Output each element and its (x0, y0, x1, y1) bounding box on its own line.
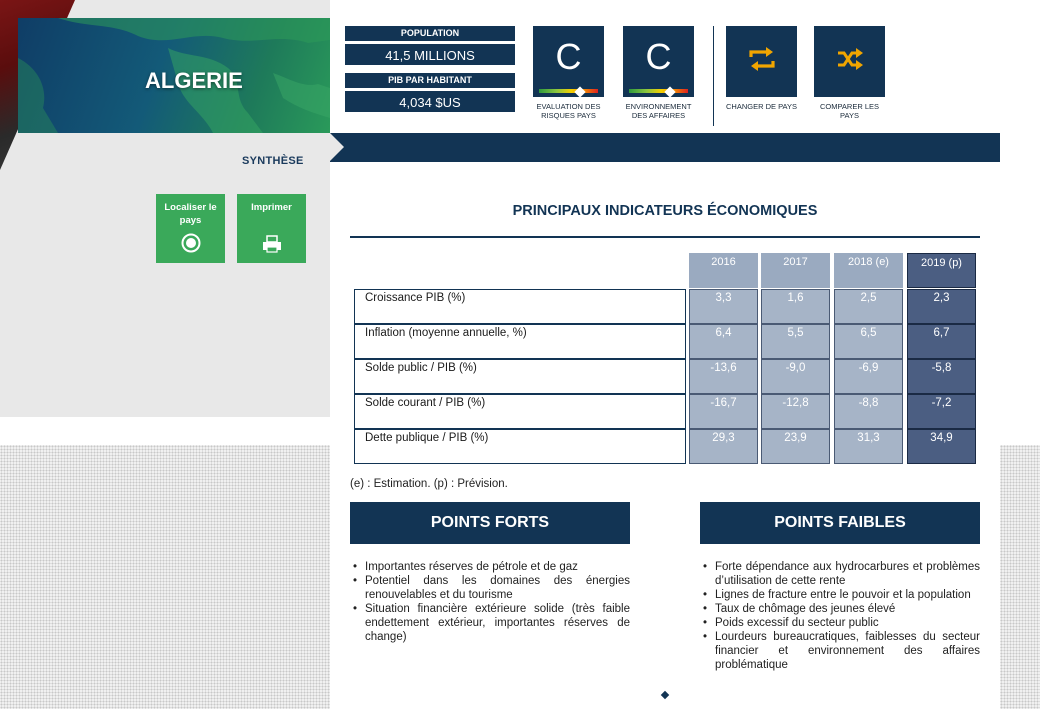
indicator-value: -9,0 (761, 359, 830, 394)
business-environment-grade: C (645, 35, 672, 77)
points-forts-list (350, 560, 630, 644)
country-name: ALGERIE (145, 68, 243, 93)
indicator-value: 2,5 (834, 289, 903, 324)
business-environment-caption: ENVIRONNEMENT DES AFFAIRES (625, 102, 692, 120)
list-item: • Forte dépendance aux hydrocarbures et problèmes d’utilisation de cette rente (700, 560, 980, 588)
country-risk-caption: EVALUATION DES RISQUES PAYS (536, 102, 601, 120)
navigation-bar (330, 133, 1000, 162)
indicator-value: -12,8 (761, 394, 830, 429)
locate-country-button[interactable] (156, 194, 225, 263)
change-country-button[interactable] (726, 26, 797, 111)
population-label: POPULATION (345, 26, 515, 41)
year-header: 2019 (p) (907, 253, 976, 288)
indicators-title: PRINCIPAUX INDICATEURS ÉCONOMIQUES (512, 203, 818, 219)
indicator-value: 3,3 (689, 289, 758, 324)
indicator-label: Solde courant / PIB (%) (354, 394, 686, 429)
list-item: • Importantes réserves de pétrole et de gaz (350, 560, 630, 574)
points-forts-header: POINTS FORTS (350, 502, 630, 544)
compare-countries-button[interactable] (814, 26, 885, 120)
list-item: • Taux de chômage des jeunes élevé (700, 602, 980, 616)
indicator-value: -7,2 (907, 394, 976, 429)
dotted-background-left (0, 445, 330, 709)
nav-arrow (330, 133, 344, 161)
country-risk-grade: C (555, 35, 582, 77)
print-button[interactable] (237, 194, 306, 263)
swap-arrows-icon (747, 46, 777, 77)
list-item: • Situation financière extérieure solide (très faible endettement extérieur, importantes réserves de change) (350, 602, 630, 644)
indicator-value: -5,8 (907, 359, 976, 394)
change-country-caption: CHANGER DE PAYS (726, 102, 797, 111)
tiles-divider (713, 26, 714, 126)
indicator-label: Solde public / PIB (%) (354, 359, 686, 394)
indicator-label: Dette publique / PIB (%) (354, 429, 686, 464)
business-scale-bar (629, 89, 688, 93)
indicator-value: 6,7 (907, 324, 976, 359)
year-header: 2016 (689, 253, 758, 288)
risk-scale-bar (539, 89, 598, 93)
list-item: • Potentiel dans les domaines des énergies renouvelables et du tourisme (350, 574, 630, 602)
indicator-value: -8,8 (834, 394, 903, 429)
indicator-value: 34,9 (907, 429, 976, 464)
population-value: 41,5 MILLIONS (345, 42, 515, 65)
indicator-label: Croissance PIB (%) (354, 289, 686, 324)
indicator-value: 23,9 (761, 429, 830, 464)
title-divider (350, 236, 980, 238)
indicator-value: 5,5 (761, 324, 830, 359)
synthese-tab[interactable]: SYNTHÈSE (242, 155, 304, 167)
gdp-per-capita-label: PIB PAR HABITANT (345, 73, 515, 88)
locate-country-label: Localiser le pays (164, 202, 217, 226)
indicator-value: 31,3 (834, 429, 903, 464)
table-note: (e) : Estimation. (p) : Prévision. (350, 478, 508, 490)
printer-icon (237, 235, 306, 253)
target-icon (156, 233, 225, 253)
shuffle-icon (835, 46, 865, 77)
year-header: 2017 (761, 253, 830, 288)
indicator-value: -16,7 (689, 394, 758, 429)
indicator-label: Inflation (moyenne annuelle, %) (354, 324, 686, 359)
business-environment-rating[interactable] (623, 26, 694, 120)
country-risk-rating[interactable] (533, 26, 604, 120)
indicator-value: 6,5 (834, 324, 903, 359)
points-faibles-header: POINTS FAIBLES (700, 502, 980, 544)
indicator-value: 6,4 (689, 324, 758, 359)
list-item: • Lourdeurs bureaucratiques, faiblesses du secteur financier et environnement des affaires problématique (700, 630, 980, 672)
gdp-per-capita-value: 4,034 $US (345, 89, 515, 112)
compare-countries-caption: COMPARER LES PAYS (819, 102, 880, 120)
list-item: • Lignes de fracture entre le pouvoir et la population (700, 588, 980, 602)
print-label: Imprimer (251, 202, 292, 213)
indicator-value: 29,3 (689, 429, 758, 464)
scroll-indicator[interactable] (661, 691, 669, 699)
dotted-background-right (1000, 445, 1040, 709)
list-item: • Poids excessif du secteur public (700, 616, 980, 630)
indicator-value: -13,6 (689, 359, 758, 394)
indicator-value: 2,3 (907, 289, 976, 324)
points-faibles-list (700, 560, 980, 672)
indicator-value: 1,6 (761, 289, 830, 324)
country-banner (18, 18, 330, 133)
indicator-value: -6,9 (834, 359, 903, 394)
year-header: 2018 (e) (834, 253, 903, 288)
